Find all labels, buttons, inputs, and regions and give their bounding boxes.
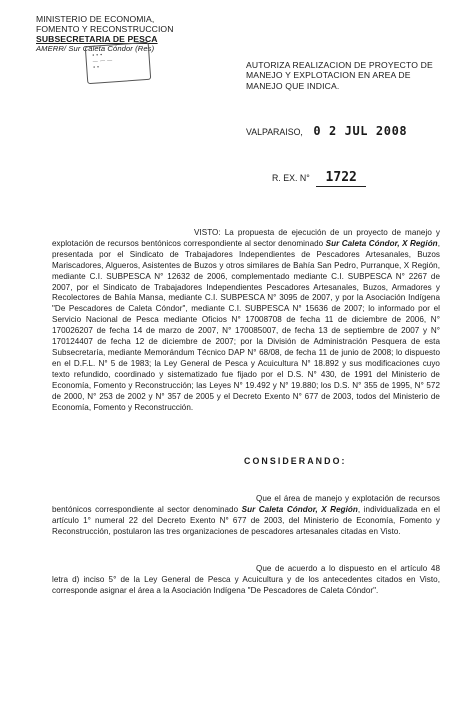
stamp-lettering: • • • — — — • • bbox=[92, 52, 113, 71]
ministry-name-line1: MINISTERIO DE ECONOMIA, bbox=[36, 14, 155, 24]
resolution-subject: AUTORIZA REALIZACION DE PROYECTO DE MANEJO Y EXPLOTACION EN AREA DE MANEJO QUE INDICA. bbox=[246, 60, 433, 91]
vistos-sector-name: Sur Caleta Cóndor, X Región bbox=[325, 238, 438, 248]
author-initials: AMERR/ Sur Caleta Cóndor (Res) bbox=[36, 44, 155, 53]
c1-text-part1: Que el área de manejo y explotación de recursos bentónicos correspondiente al sector denominado bbox=[52, 494, 440, 514]
date-stamp: 0 2 JUL 2008 bbox=[313, 124, 408, 138]
c1-sector-name: Sur Caleta Cóndor, X Región bbox=[241, 504, 358, 514]
office-stamp bbox=[85, 42, 151, 84]
place-date-line bbox=[246, 124, 407, 138]
ministry-name-line2: FOMENTO Y RECONSTRUCCION bbox=[36, 24, 174, 34]
vistos-text-part1: La propuesta de ejecución de un proyecto de manejo y explotación de recursos bentónicos correspondiente al sector denominado bbox=[52, 228, 440, 248]
vistos-text-part2: , presentada por el Sindicato de Trabajadores Independientes de Pescadores Artesanales, Buzos Mariscadores, Algueros, Asistentes de Buzos y otros similares de Bahía San Pedro, Purranque, X Región, mediante C.I. SUBPESCA N° 12632 de 2006, complementado mediante C.I. SUBPESCA N° 2267 de 2007, por el Sindicato de Trabajadores Independientes Pescadores Artesanales, Buzos, Armadores y Recolectores de Bahía Mansa, mediante C.I. SUBPESCA N° 3095 de 2007, y por la Asociación Indígena "De Pescadores de Caleta Cóndor", mediante C.I. SUBPESCA N° 15636 de 2007; lo informado por el Servicio Nacional de Pesca mediante Oficios N° 17008708 de fecha 11 de diciembre de 2006, N° 170026207 de fecha 14 de marzo de 2007, N° 170085007, de fecha 13 de septiembre de 2007 y N° 170124407 de fecha 12 de diciembre de 2007; por la División de Administración Pesquera de esta Subsecretaría, mediante Memorándum Técnico DAP N° 68/08, de fecha 11 de junio de 2008; lo dispuesto en el D.F.L. N° 5 de 1983; la Ley General de Pesca y Acuicultura N° 18.892 y sus modificaciones cuyo texto refundido, coordinado y sistematizado fue fijado por el D.S. N° 430, de 1991 del Ministerio de Economía, Fomento y Reconstrucción; las Leyes N° 19.492 y N° 19.880; los D.S. N° 355 de 1995, N° 572 de 2000, N° 253 de 2002 y N° 357 de 2005 y el Decreto Exento N° 677 de 2003, todos del Ministerio de Economía, Fomento y Reconstrucción. bbox=[52, 238, 440, 412]
resolution-number-line bbox=[272, 170, 366, 187]
subsecretaria-name: SUBSECRETARIA DE PESCA bbox=[36, 34, 158, 44]
vistos-paragraph bbox=[52, 228, 440, 413]
c2-text: Que de acuerdo a lo dispuesto en el artículo 48 letra d) inciso 5° de la Ley General de Pesca y Acuicultura y de los antecedentes citados en Visto, corresponde asignar el área a la Asociación Indígena "De Pescadores de Caleta Cóndor". bbox=[52, 564, 440, 595]
considerando-heading: CONSIDERANDO: bbox=[244, 456, 347, 466]
c1-text-part2: , individualizada en el artículo 1° numeral 22 del Decreto Exento N° 677 de 2003, del Ministerio de Economía, Fomento y Reconstrucción, postularon las tres organizaciones de pescadores artesanales citadas en Visto. bbox=[52, 504, 440, 536]
considerando-paragraph-2 bbox=[52, 564, 440, 597]
place-name: VALPARAISO, bbox=[246, 127, 303, 137]
vistos-lead: VISTO: bbox=[194, 228, 221, 237]
resolution-label: R. EX. N° bbox=[272, 173, 310, 183]
considerando-paragraph-1 bbox=[52, 494, 440, 538]
resolution-number: 1722 bbox=[316, 170, 366, 187]
